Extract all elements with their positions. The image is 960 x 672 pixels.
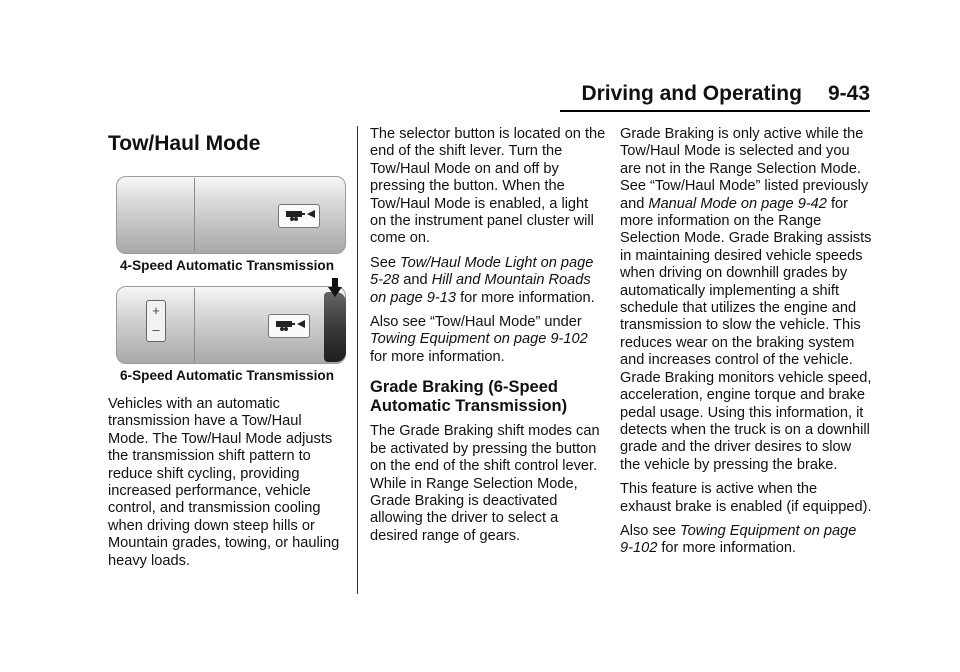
paragraph-tow-haul-intro: Vehicles with an automatic transmission have a Tow/Haul Mode. The Tow/Haul Mode adjusts the transmission shift pattern to reduce shift cycling, providing increased performance, vehicle control, and transmission cooling when driving down steep hills or Mountain grades, towing, or hauling heavy loads.: [108, 396, 340, 569]
lever-seam: [194, 288, 195, 362]
page-number: 9-43: [827, 82, 870, 105]
paragraph-see-also-3: [620, 523, 872, 558]
shift-lever-4-speed-image: [116, 176, 346, 254]
cross-reference: Towing Equipment on page 9-102: [620, 522, 857, 557]
text: for more information on the Range Selection Mode. Grade Braking assists in maintaining desired vehicle speeds when driving on downhill grades by automatically implementing a shift schedule that utilizes the engine and transmission to slow the vehicle. This reduces wear on the braking system and increases control of the vehicle. Grade Braking monitors vehicle speed, acceleration, engine torque and brake pedal usage. Using this information, it detects when the truck is on a downhill grade and the driver desires to slow the vehicle by pressing the brake.: [620, 195, 872, 473]
column-2: [370, 126, 608, 552]
text: Also see “Tow/Haul Mode” under: [370, 314, 582, 331]
paragraph-grade-braking-detail: [620, 126, 872, 474]
figure-caption-6-speed: 6-Speed Automatic Transmission: [119, 368, 335, 383]
cross-reference: Manual Mode on page 9-42: [648, 195, 827, 212]
cross-reference: Tow/Haul Mode Light on page 5-28: [370, 254, 594, 289]
lever-seam: [194, 178, 195, 252]
text: for more information.: [657, 540, 797, 557]
paragraph-see-also-2: [370, 314, 608, 366]
section-title: Driving and Operating: [581, 82, 802, 105]
trailer-icon: [272, 318, 306, 334]
section-heading-grade-braking: Grade Braking (6-Speed Automatic Transmission): [370, 378, 568, 416]
paragraph-see-also-1: [370, 255, 608, 307]
text: See: [370, 254, 401, 271]
paragraph-selector-button: The selector button is located on the end of the shift lever. Turn the Tow/Haul Mode on and off by pressing the button. When the Tow/Haul Mode is enabled, a light on the instrument panel cluster will come on.: [370, 126, 606, 247]
page-header: [560, 82, 870, 112]
tap-minus: –: [152, 322, 160, 337]
tow-haul-button: [268, 314, 310, 338]
column-divider: [357, 126, 358, 594]
figure-caption-4-speed: 4-Speed Automatic Transmission: [119, 258, 335, 273]
tow-haul-button: [278, 204, 320, 228]
tap-plus: +: [152, 303, 160, 318]
text: and: [399, 272, 432, 289]
lever-end-cap: [324, 292, 346, 362]
paragraph-exhaust-brake: This feature is active when the exhaust brake is enabled (if equipped).: [620, 481, 872, 515]
text: for more information.: [370, 348, 505, 365]
cross-reference: Towing Equipment on page 9-102: [370, 331, 588, 348]
column-3: [620, 126, 872, 565]
header-text: [581, 82, 870, 106]
text: Grade Braking is only active while the Tow/Haul Mode is selected and you are not in the Range Selection Mode. See “Tow/Haul Mode” listed previously and: [620, 126, 869, 212]
trailer-icon: [282, 208, 316, 224]
text: for more information.: [456, 289, 595, 306]
cross-reference: Hill and Mountain Roads on page 9-13: [370, 272, 591, 306]
paragraph-grade-braking: The Grade Braking shift modes can be activated by pressing the button on the end of the shift control lever. While in Range Selection Mode, Grade Braking is deactivated allowing the driver to select a desired range of gears.: [370, 423, 600, 544]
shift-lever-6-speed-image: [116, 286, 346, 364]
section-heading-tow-haul: Tow/Haul Mode: [108, 132, 261, 155]
tap-shift-switch: [146, 300, 166, 342]
header-rule: [560, 110, 870, 112]
column-1: [108, 126, 346, 577]
text: Also see: [620, 522, 681, 539]
arrow-down-icon: [328, 278, 342, 298]
